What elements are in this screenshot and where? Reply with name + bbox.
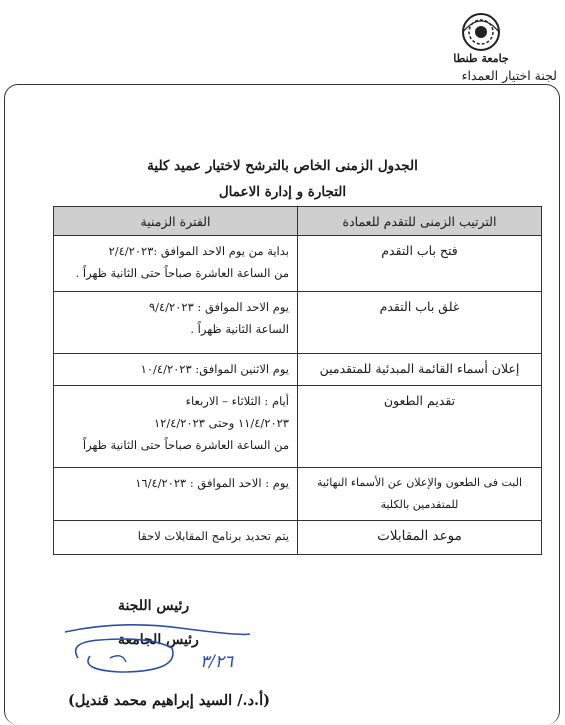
university-logo bbox=[448, 8, 514, 70]
page-title: الجدول الزمنى الخاص بالترشح لاختيار عميد كلية bbox=[147, 158, 418, 174]
period-line: يوم الاحد الموافق : ٩/٤/٢٠٢٣ bbox=[148, 300, 289, 314]
committee-name: لجنة اختيار العمداء bbox=[461, 68, 557, 83]
period-line: يوم : الاحد الموافق : ١٦/٤/٢٠٢٣ bbox=[135, 476, 289, 490]
step-cell: موعد المقابلات bbox=[298, 521, 542, 555]
period-line: ١١/٤/٢٠٢٣ وحتى ١٢/٤/٢٠٢٣ bbox=[153, 416, 289, 430]
table-header-row bbox=[54, 207, 542, 236]
period-line: يتم تحديد برنامج المقابلات لاحقا bbox=[137, 529, 289, 543]
period-cell bbox=[54, 386, 298, 468]
period-line: بداية من يوم الاحد الموافق :٢/٤/٢٠٢٣ bbox=[108, 244, 289, 258]
step-cell: غلق باب التقدم bbox=[298, 292, 542, 354]
period-cell bbox=[54, 354, 298, 386]
table-row bbox=[54, 386, 542, 468]
period-cell bbox=[54, 468, 298, 521]
step-cell: فتح باب التقدم bbox=[298, 236, 542, 292]
step-cell: إعلان أسماء القائمة المبدئية للمتقدمين bbox=[298, 354, 542, 386]
table-row bbox=[54, 354, 542, 386]
column-header-step: الترتيب الزمنى للتقدم للعمادة bbox=[298, 207, 542, 236]
period-line: من الساعة العاشرة صباحاً حتى الثانية ظهراً bbox=[82, 438, 289, 452]
schedule-table bbox=[53, 206, 542, 555]
signatory-name: (أ.د./ السيد إبراهيم محمد قنديل) bbox=[68, 692, 270, 709]
table-row bbox=[54, 521, 542, 555]
table-row bbox=[54, 236, 542, 292]
period-line: من الساعة العاشرة صباحاً حتى الثانية ظهراً . bbox=[75, 266, 289, 280]
period-line: يوم الاثنين الموافق: ١٠/٤/٢٠٢٣ bbox=[140, 362, 289, 376]
table-row bbox=[54, 468, 542, 521]
table-row bbox=[54, 292, 542, 354]
period-line: أيام : الثلاثاء – الاربعاء bbox=[185, 394, 289, 408]
period-line: الساعة الثانية ظهراً . bbox=[190, 322, 289, 336]
period-cell bbox=[54, 236, 298, 292]
period-cell bbox=[54, 292, 298, 354]
logo-text: جامعة طنطا bbox=[453, 52, 509, 65]
step-cell: البت فى الطعون والإعلان عن الأسماء النهائية للمتقدمين بالكلية bbox=[298, 468, 542, 521]
university-head-title: رئيس الجامعة bbox=[118, 632, 199, 648]
period-cell bbox=[54, 521, 298, 555]
column-header-period: الفترة الزمنية bbox=[54, 207, 298, 236]
step-cell: تقديم الطعون bbox=[298, 386, 542, 468]
page-subtitle: التجارة و إدارة الاعمال bbox=[218, 184, 347, 200]
committee-head-title: رئيس اللجنة bbox=[118, 598, 190, 614]
handwritten-mark: ٣/٢٦ bbox=[200, 652, 234, 672]
